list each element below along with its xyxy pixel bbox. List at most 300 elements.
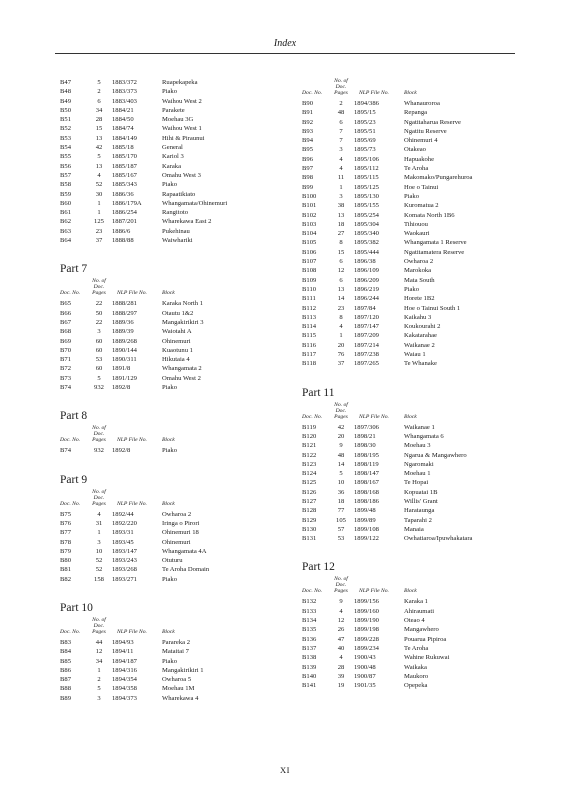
table-row (302, 164, 530, 173)
nlp-file-number: 1899/198 (354, 626, 379, 634)
block-name: Te Hopai (404, 479, 429, 487)
page-count: 15 (95, 125, 103, 133)
page-count: 53 (337, 535, 345, 543)
page-number: XI (280, 765, 290, 775)
doc-number: B63 (60, 227, 71, 235)
doc-number: B60 (60, 199, 71, 207)
block-name: Waiwhariki (162, 237, 193, 245)
table-row (302, 441, 530, 450)
block-header: Block (404, 90, 417, 96)
doc-pages-header: No. of Doc. Pages (334, 576, 348, 595)
block-name: Ngatitu Reserve (404, 127, 447, 135)
nlp-file-number: 1895/69 (354, 137, 376, 145)
page-count: 125 (94, 218, 104, 226)
nlp-file-number: 1891/129 (112, 374, 137, 382)
doc-number: B64 (60, 237, 71, 245)
doc-number: B61 (60, 209, 71, 217)
table-row (60, 446, 288, 455)
doc-number: B135 (302, 626, 317, 634)
block-name: Otuturu (162, 557, 183, 565)
nlp-file-number: 1898/195 (354, 451, 379, 459)
doc-number: B123 (302, 460, 317, 468)
part-heading: Part 8 (60, 410, 88, 423)
block-name: Piako (162, 657, 178, 665)
doc-number: B76 (60, 519, 71, 527)
table-row (302, 183, 530, 192)
doc-number: B105 (302, 239, 317, 247)
table-row (60, 575, 288, 584)
doc-pages-header: No. of Doc. Pages (334, 401, 348, 420)
block-name: Pukehinau (162, 227, 190, 235)
block-name: Koukourahi 2 (404, 323, 441, 331)
nlp-file-number: 1884/50 (112, 116, 134, 124)
page-count: 5 (97, 685, 101, 693)
block-name: Kuaotunu 1 (162, 346, 193, 354)
page-count: 48 (337, 109, 345, 117)
nlp-file-number: 1897/209 (354, 332, 379, 340)
nlp-file-number: 1895/23 (354, 118, 376, 126)
index-section (302, 78, 530, 369)
block-name: Te Aroha Domain (162, 566, 210, 574)
page-title: Index (273, 38, 297, 49)
page-count: 105 (336, 516, 346, 524)
nlp-file-number: 1899/108 (354, 525, 379, 533)
table-row (302, 173, 530, 182)
nlp-file-number: 1895/106 (354, 155, 379, 163)
block-name: Waikanae 2 (404, 341, 435, 349)
page-count: 37 (337, 360, 345, 368)
page-count: 11 (337, 174, 345, 182)
nlp-file-number: 1885/167 (112, 171, 137, 179)
page-count: 44 (95, 638, 103, 646)
doc-number: B139 (302, 663, 317, 671)
nlp-file-number: 1895/382 (354, 239, 379, 247)
doc-number: B79 (60, 547, 71, 555)
index-section (60, 410, 288, 455)
doc-number: B56 (60, 162, 71, 170)
doc-number: B94 (302, 137, 313, 145)
index-column-left (60, 78, 288, 721)
doc-number: B70 (60, 346, 71, 354)
block-name: Ohinemuri (162, 538, 191, 546)
page-count: 19 (337, 682, 345, 690)
page-count: 36 (337, 488, 345, 496)
block-name: Moehau 1M (162, 685, 195, 693)
table-row (302, 488, 530, 497)
doc-number: B122 (302, 451, 317, 459)
page-count: 8 (339, 313, 343, 321)
table-header-row (60, 617, 288, 638)
nlp-file-number: 1884/21 (112, 106, 134, 114)
nlp-file-number: 1900/48 (354, 663, 376, 671)
table-row (302, 211, 530, 220)
nlp-file-number: 1894/187 (112, 657, 137, 665)
block-name: Rangitoto (162, 209, 189, 217)
block-name: Waihou West 2 (162, 97, 202, 105)
block-name: Ohinemuri 4 (404, 137, 438, 145)
page-count: 18 (337, 497, 345, 505)
nlp-file-header: NLP File No. (359, 90, 389, 96)
doc-number: B90 (302, 100, 313, 107)
table-header-row (60, 489, 288, 510)
doc-number: B124 (302, 470, 317, 478)
page-count: 5 (339, 470, 343, 478)
block-name: Waokauri (404, 230, 430, 238)
doc-number: B78 (60, 538, 71, 546)
page-count: 4 (339, 654, 343, 662)
block-name: Karaka 1 (404, 598, 428, 606)
doc-number: B112 (302, 304, 317, 312)
page-count: 6 (97, 97, 101, 105)
doc-number: B66 (60, 309, 71, 317)
nlp-file-number: 1888/297 (112, 309, 137, 317)
page-count: 13 (95, 162, 103, 170)
table-row (60, 134, 288, 143)
table-row (302, 238, 530, 247)
doc-number: B132 (302, 598, 317, 606)
page-count: 47 (337, 635, 345, 643)
page-count: 23 (337, 304, 345, 312)
page-count: 52 (95, 557, 103, 565)
table-row (60, 327, 288, 336)
page-count: 52 (95, 181, 103, 189)
nlp-file-number: 1885/170 (112, 153, 137, 161)
index-table (302, 78, 530, 369)
page-count: 42 (337, 423, 345, 431)
table-row (302, 681, 530, 690)
block-name: Mangawhero (404, 626, 439, 634)
doc-number: B100 (302, 192, 317, 200)
nlp-file-number: 1894/386 (354, 100, 379, 107)
nlp-file-number: 1895/115 (354, 174, 379, 182)
doc-number: B109 (302, 276, 317, 284)
block-name: Hikutaia 4 (162, 356, 190, 364)
doc-number: B92 (302, 118, 313, 126)
nlp-file-number: 1898/147 (354, 470, 379, 478)
table-row (302, 229, 530, 238)
doc-number: B52 (60, 125, 71, 133)
nlp-file-header: NLP File No. (117, 290, 147, 297)
nlp-file-number: 1898/167 (354, 479, 379, 487)
table-row (60, 547, 288, 556)
doc-number: B58 (60, 181, 71, 189)
doc-no-header: Doc. No. (60, 437, 81, 444)
table-row (302, 155, 530, 164)
table-row (302, 266, 530, 275)
nlp-file-number: 1897/120 (354, 313, 379, 321)
doc-number: B74 (60, 384, 71, 392)
doc-number: B117 (302, 351, 317, 359)
nlp-file-number: 1883/372 (112, 79, 137, 86)
doc-number: B140 (302, 672, 317, 680)
page-count: 57 (337, 525, 345, 533)
table-row (302, 118, 530, 127)
header-divider (55, 53, 515, 54)
table-header-row (60, 278, 288, 299)
block-header: Block (404, 588, 417, 595)
table-row (302, 672, 530, 681)
table-row (60, 556, 288, 565)
nlp-file-number: 1896/109 (354, 267, 379, 275)
nlp-file-number: 1891/8 (112, 365, 131, 373)
table-row (302, 145, 530, 154)
part-heading: Part 7 (60, 263, 88, 276)
nlp-file-header: NLP File No. (117, 628, 147, 635)
block-name: Mangakirikiri 3 (162, 318, 204, 326)
block-name: Ngatitamatera Reserve (404, 248, 465, 256)
nlp-file-number: 1897/238 (354, 351, 379, 359)
doc-number: B67 (60, 318, 71, 326)
nlp-file-number: 1898/30 (354, 442, 376, 450)
table-row (60, 638, 288, 647)
page-count: 7 (339, 137, 343, 145)
table-row (302, 635, 530, 644)
page-count: 18 (337, 220, 345, 228)
doc-number: B99 (302, 183, 313, 191)
nlp-file-number: 1898/168 (354, 488, 379, 496)
doc-no-header: Doc. No. (60, 290, 81, 297)
doc-number: B126 (302, 488, 317, 496)
doc-number: B55 (60, 153, 71, 161)
doc-number: B95 (302, 146, 313, 154)
page-count: 7 (339, 127, 343, 135)
nlp-file-number: 1895/73 (354, 146, 376, 154)
doc-number: B88 (60, 685, 71, 693)
block-name: Owhatiaroa/Ipuwhakatara (404, 535, 473, 543)
table-row (60, 199, 288, 208)
doc-number: B91 (302, 109, 313, 117)
nlp-file-number: 1899/234 (354, 644, 379, 652)
doc-number: B87 (60, 676, 71, 684)
nlp-file-number: 1883/373 (112, 88, 137, 96)
table-row (60, 171, 288, 180)
doc-number: B93 (302, 127, 313, 135)
block-name: Wharekawa 4 (162, 694, 199, 702)
block-name: Taparahi 2 (404, 516, 432, 524)
page-count: 8 (339, 239, 343, 247)
table-row (302, 506, 530, 515)
nlp-file-number: 1889/39 (112, 328, 134, 336)
doc-number: B113 (302, 313, 317, 321)
table-row (60, 666, 288, 675)
page-count: 42 (95, 144, 103, 152)
block-name: Te Whanake (404, 360, 437, 368)
block-name: Kuromatua 2 (404, 202, 439, 210)
block-name: Horete 1B2 (404, 295, 435, 303)
doc-number: B83 (60, 638, 71, 646)
table-row (302, 341, 530, 350)
nlp-file-number: 1886/6 (112, 227, 131, 235)
page-count: 2 (339, 100, 343, 107)
page-count: 2 (97, 88, 101, 96)
block-name: Tihiouou (404, 220, 428, 228)
table-row (60, 162, 288, 171)
part-heading: Part 11 (302, 386, 335, 399)
page-count: 60 (95, 346, 103, 354)
table-row (302, 663, 530, 672)
block-name: Kariol 3 (162, 153, 184, 161)
table-row (60, 510, 288, 519)
page-count: 3 (97, 538, 101, 546)
block-name: Karaka North 1 (162, 300, 204, 308)
nlp-file-number: 1897/147 (354, 323, 379, 331)
doc-number: B48 (60, 88, 71, 96)
table-row (60, 657, 288, 666)
page-count: 6 (339, 258, 343, 266)
table-row (60, 236, 288, 245)
doc-number: B73 (60, 374, 71, 382)
nlp-file-number: 1884/149 (112, 134, 137, 142)
table-row (302, 478, 530, 487)
table-row (60, 538, 288, 547)
page-count: 14 (337, 460, 345, 468)
page-count: 30 (95, 190, 103, 198)
block-name: Piako (162, 447, 178, 455)
index-section (60, 78, 288, 245)
table-row (302, 597, 530, 606)
block-name: Otakeao (404, 146, 426, 154)
doc-number: B131 (302, 535, 317, 543)
index-section (60, 263, 288, 392)
table-row (60, 364, 288, 373)
doc-number: B68 (60, 328, 71, 336)
block-name: Piako (162, 88, 178, 96)
block-name: Mataitai 7 (162, 648, 189, 656)
table-row (302, 497, 530, 506)
doc-number: B127 (302, 497, 317, 505)
table-row (60, 180, 288, 189)
block-name: Parakete (162, 106, 185, 114)
page-count: 12 (95, 648, 103, 656)
doc-number: B130 (302, 525, 317, 533)
doc-number: B134 (302, 617, 317, 625)
page-count: 31 (95, 519, 103, 527)
page-count: 26 (337, 626, 345, 634)
doc-number: B75 (60, 510, 71, 518)
nlp-file-number: 1894/358 (112, 685, 137, 693)
table-row (60, 383, 288, 392)
doc-pages-header: No. of Doc. Pages (92, 425, 106, 444)
page-count: 4 (339, 607, 343, 615)
doc-number: B137 (302, 644, 317, 652)
page-count: 4 (97, 510, 101, 518)
index-section (302, 561, 530, 690)
page-count: 158 (94, 575, 104, 583)
doc-number: B103 (302, 220, 317, 228)
block-header: Block (162, 628, 175, 635)
doc-number: B116 (302, 341, 317, 349)
table-header-row (60, 425, 288, 446)
nlp-file-number: 1895/444 (354, 248, 379, 256)
table-row (60, 143, 288, 152)
doc-number: B47 (60, 79, 71, 86)
page-count: 28 (337, 663, 345, 671)
block-name: Karaka (162, 162, 182, 170)
nlp-file-number: 1896/209 (354, 276, 379, 284)
block-name: Kakatarahae (404, 332, 437, 340)
block-name: Omahu West 3 (162, 171, 201, 179)
table-row (60, 565, 288, 574)
nlp-file-number: 1894/11 (112, 648, 134, 656)
nlp-file-number: 1886/179A (112, 199, 142, 207)
nlp-file-number: 1892/220 (112, 519, 137, 527)
doc-number: B120 (302, 432, 317, 440)
page-count: 1 (97, 209, 101, 217)
table-row (302, 331, 530, 340)
nlp-file-header: NLP File No. (117, 500, 147, 507)
page-count: 932 (94, 384, 104, 392)
page-count: 6 (339, 118, 343, 126)
page-count: 5 (97, 374, 101, 382)
table-row (302, 192, 530, 201)
block-name: Willis' Grant (404, 497, 438, 505)
doc-number: B53 (60, 134, 71, 142)
table-row (302, 451, 530, 460)
table-row (60, 97, 288, 106)
doc-number: B98 (302, 174, 313, 182)
table-row (60, 115, 288, 124)
block-name: Te Aroha (404, 165, 429, 173)
page-count: 60 (95, 365, 103, 373)
block-name: Whangamata 4A (162, 547, 207, 555)
nlp-file-number: 1894/373 (112, 694, 137, 702)
doc-pages-header: No. of Doc. Pages (334, 78, 348, 96)
table-row (302, 136, 530, 145)
block-name: Marokoka (404, 267, 432, 275)
block-name: Hoe o Tainui South 1 (404, 304, 461, 312)
page-count: 5 (97, 79, 101, 86)
nlp-file-number: 1893/45 (112, 538, 134, 546)
page-count: 4 (339, 155, 343, 163)
table-row (302, 108, 530, 117)
page-count: 22 (95, 318, 103, 326)
block-name: Wharekawa East 2 (162, 218, 212, 226)
page-count: 52 (95, 566, 103, 574)
page-count: 1 (97, 529, 101, 537)
doc-pages-header: No. of Doc. Pages (92, 278, 106, 297)
nlp-file-number: 1897/214 (354, 341, 379, 349)
block-name: Oteao 4 (404, 617, 425, 625)
page-count: 9 (339, 598, 343, 606)
block-name: Waikanae 1 (404, 423, 435, 431)
table-row (302, 350, 530, 359)
nlp-file-number: 1890/144 (112, 346, 137, 354)
page-count: 27 (337, 230, 345, 238)
index-table (60, 278, 288, 392)
doc-number: B108 (302, 267, 317, 275)
nlp-file-number: 1895/155 (354, 202, 379, 210)
nlp-file-number: 1892/44 (112, 510, 134, 518)
block-name: Piako (162, 384, 178, 392)
doc-number: B74 (60, 447, 71, 455)
block-name: Moehau 3G (162, 116, 194, 124)
nlp-file-number: 1899/228 (354, 635, 379, 643)
table-row (302, 644, 530, 653)
nlp-file-number: 1894/93 (112, 638, 134, 646)
block-name: Owharoa 2 (404, 258, 434, 266)
table-row (302, 220, 530, 229)
table-row (60, 227, 288, 236)
doc-no-header: Doc. No. (60, 500, 81, 507)
table-row (302, 653, 530, 662)
table-row (302, 127, 530, 136)
doc-number: B86 (60, 666, 71, 674)
doc-number: B89 (60, 694, 71, 702)
page-count: 3 (97, 328, 101, 336)
doc-number: B77 (60, 529, 71, 537)
nlp-file-number: 1898/186 (354, 497, 379, 505)
nlp-file-number: 1900/87 (354, 672, 376, 680)
